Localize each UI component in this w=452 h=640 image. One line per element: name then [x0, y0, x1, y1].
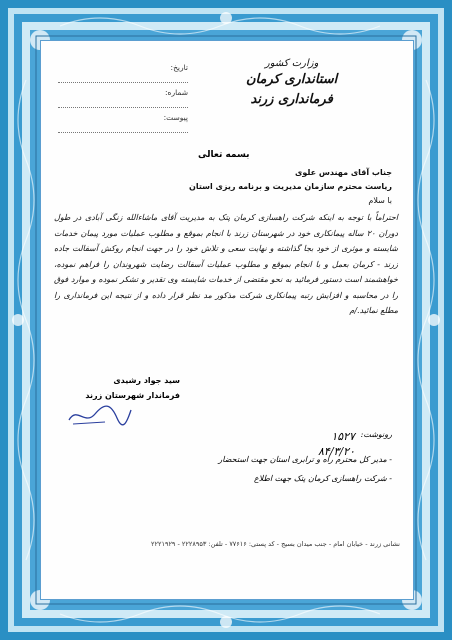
cc-label: رونوشت: — [360, 430, 392, 439]
recipient-title: ریاست محترم سازمان مدیریت و برنامه ریزی استان — [189, 182, 392, 191]
carbon-copy — [218, 430, 392, 483]
letterhead — [246, 58, 337, 107]
recipient-name: جناب آقای مهندس علوی — [295, 168, 392, 177]
number-field: شماره: — [58, 85, 188, 108]
cc-item: - شرکت راهسازی کرمان پتک جهت اطلاع — [254, 474, 392, 483]
greeting: با سلام — [368, 196, 392, 205]
attachment-field: پیوست: — [58, 110, 188, 133]
letter-body: احتراماً با توجه به اینکه شرکت راهسازی کرمان پتک به مدیریت آقای ماشاءالله زنگی آبادی در طول دوران ۲۰ ساله پیمانکاری خود در شهرستان زرند با انجام بموقع و مطلوب عملیات مورد پیمان خدمات شایسته و موثری از خود بجا گذاشته و نهایت سعی و تلاش خود را در جهت انجام روکش آسفالت جاده زرند - کرمان بعمل و با انجام بموقع و مطلوب عملیات آسفالت رضایت شهروندان را فراهم نموده، خواهشمند است دستور فرمائید به نحو مقتضی از خدمات شایسته وی تقدیر و تشکر نموده و موارد فوق را در محاسبه و افزایش رتبه پیمانکاری شرکت مذکور مد نظر قرار داده و از نتیجه این فرمانداری را مطلع نمائید./م — [54, 213, 398, 315]
invocation: بسمه تعالی — [198, 150, 250, 160]
handwritten-signature — [65, 400, 135, 428]
governorate-name: استانداری کرمان — [246, 72, 338, 87]
office-name: فرمانداری زرند — [250, 92, 333, 107]
ministry-name: وزارت کشور — [264, 58, 319, 69]
reference-number: ۱۵۲۷ — [331, 430, 355, 443]
date-field: تاریخ: — [58, 60, 188, 83]
cc-item: - مدیر کل محترم راه و ترابری استان جهت استحضار — [218, 455, 392, 464]
reference-date: ۸۴/۳/۲۰ — [318, 445, 355, 458]
signer-name: سید جواد رشیدی — [113, 376, 180, 385]
reference-fields — [58, 60, 188, 135]
signer-title: فرماندار شهرستان زرند — [85, 391, 180, 400]
footer-address: نشانی زرند - خیابان امام - جنب میدان بسیج - کد پستی: ۷۷۶۱۶ - تلفن: ۲۲۲۸۹۵۳ - ۲۲۲۱۹۲۹ — [150, 540, 400, 548]
